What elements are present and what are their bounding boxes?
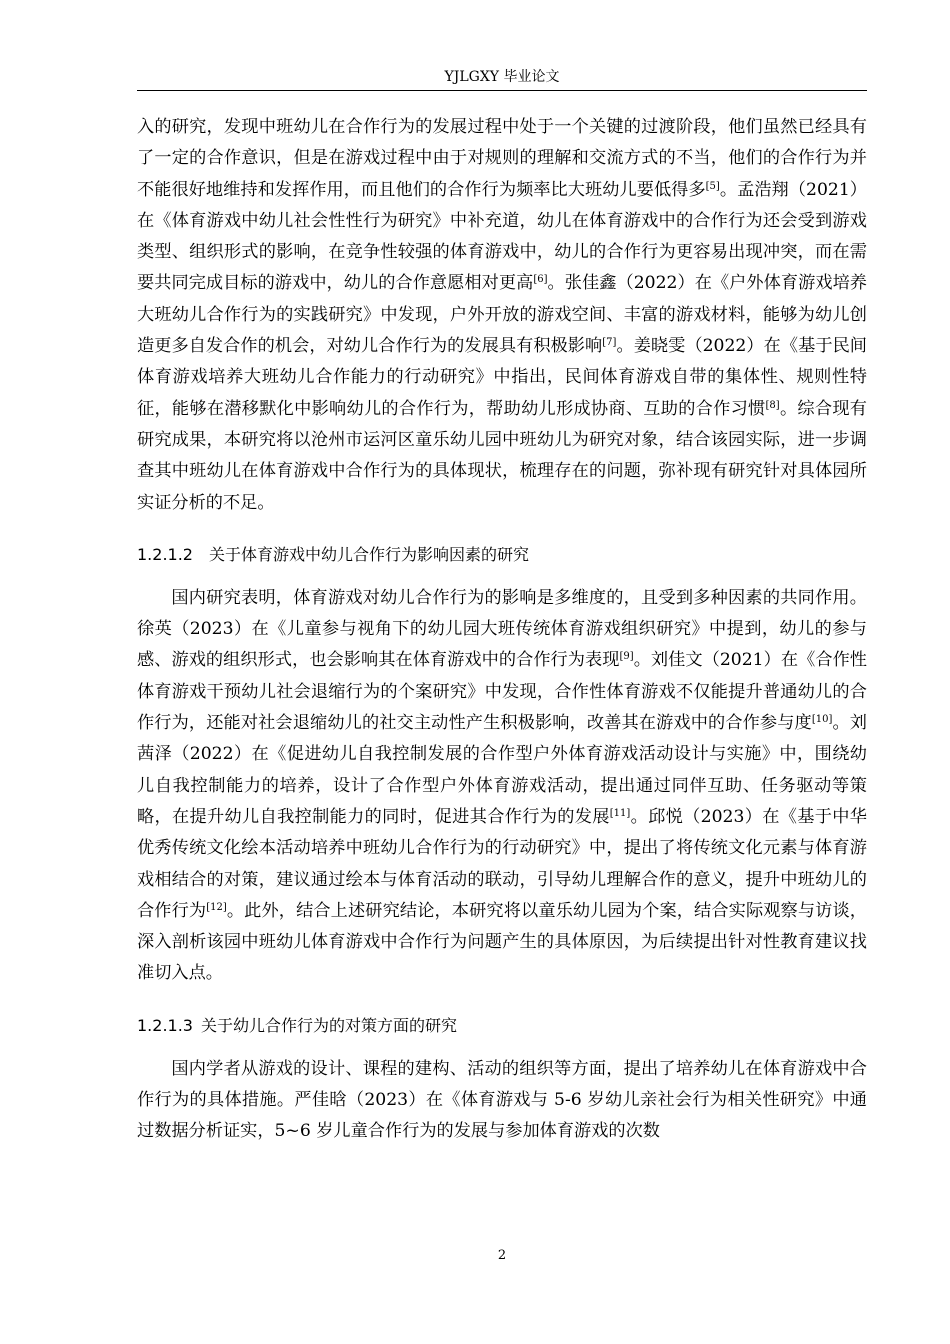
citation-11: [11] [609, 807, 631, 819]
page-body [137, 112, 867, 1148]
paragraph-text: 。孟浩翔（2021）在《体育游戏中幼儿社会性性行为研究》中补充道，幼儿在体育游戏中的合作行为还会受到游戏类型、组织形式的影响，在竞争性较强的体育游戏中，幼儿的合作行为更容易出现冲突，而在需要共同完成目标的游戏中，幼儿的合作意愿相对更高 [137, 179, 867, 294]
citation-10: [10] [811, 714, 833, 726]
section-heading-1-2-1-2 [137, 543, 867, 567]
paragraph-continued [137, 112, 867, 519]
paragraph-text: 。张佳鑫（2022）在《户外体育游戏培养大班幼儿合作行为的实践研究》中发现，户外开放的游戏空间、丰富的游戏材料，能够为幼儿创造更多自发合作的机会，对幼儿合作行为的发展具有积极影响 [137, 273, 867, 357]
citation-5: [5] [705, 180, 720, 192]
citation-12: [12] [206, 901, 227, 913]
running-header: YJLGXY 毕业论文 [444, 69, 560, 85]
paragraph-influence-factors [137, 583, 867, 990]
paragraph-text: 。刘佳文（2021）在《合作性体育游戏干预幼儿社会退缩行为的个案研究》中发现，合作性体育游戏不仅能提升普通幼儿的合作行为，还能对社会退缩幼儿的社交主动性产生积极影响，改善其在游戏中的合作参与度 [137, 650, 867, 734]
citation-7: [7] [602, 337, 617, 349]
paragraph-text: 。刘茜泽（2022）在《促进幼儿自我控制发展的合作型户外体育游戏活动设计与实施》中，围绕幼儿自我控制能力的培养，设计了合作型户外体育游戏活动，提出通过同伴互助、任务驱动等策略，在提升幼儿自我控制能力的同时，促进其合作行为的发展 [137, 713, 867, 827]
paragraph-text: 入的研究，发现中班幼儿在合作行为的发展过程中处于一个关键的过渡阶段，他们虽然已经具有了一定的合作意识，但是在游戏过程中由于对规则的理解和交流方式的不当，他们的合作行为并不能很好地维持和发挥作用，而且他们的合作行为频率比大班幼儿要低得多 [137, 117, 867, 200]
page-number: 2 [497, 1248, 507, 1263]
paragraph-text: 。姜晓雯（2022）在《基于民间体育游戏培养大班幼儿合作能力的行动研究》中指出，民间体育游戏自带的集体性、规则性特征，能够在潜移默化中影响幼儿的合作行为，帮助幼儿形成协商、互助的合作习惯 [137, 336, 867, 419]
header-divider [137, 90, 867, 91]
paragraph-text: 。邱悦（2023）在《基于中华优秀传统文化绘本活动培养中班幼儿合作行为的行动研究》中，提出了将传统文化元素与体育游戏相结合的对策，建议通过绘本与体育活动的联动，引导幼儿理解合作的意义，提升中班幼儿的合作行为 [137, 806, 867, 921]
paragraph-text: 。综合现有研究成果，本研究将以沧州市运河区童乐幼儿园中班幼儿为研究对象，结合该园实际，进一步调查其中班幼儿在体育游戏中合作行为的具体现状，梳理存在的问题，弥补现有研究针对具体园所实证分析的不足。 [137, 398, 867, 513]
section-heading-1-2-1-3 [137, 1014, 867, 1038]
paragraph-text: 。此外，结合上述研究结论，本研究将以童乐幼儿园为个案，结合实际观察与访谈，深入剖析该园中班幼儿体育游戏中合作行为问题产生的具体原因，为后续提出针对性教育建议找准切入点。 [137, 900, 867, 984]
section-title: 关于幼儿合作行为的对策方面的研究 [200, 1015, 457, 1035]
citation-8: [8] [765, 399, 780, 411]
section-title: 关于体育游戏中幼儿合作行为影响因素的研究 [208, 544, 529, 564]
paragraph-text: 国内研究表明，体育游戏对幼儿合作行为的影响是多维度的，且受到多种因素的共同作用。徐英（2023）在《儿童参与视角下的幼儿园大班传统体育游戏组织研究》中提到，幼儿的参与感、游戏的组织形式，也会影响其在体育游戏中的合作行为表现 [137, 587, 867, 671]
citation-6: [6] [533, 274, 548, 286]
section-number: 1.2.1.3 [137, 1015, 193, 1035]
citation-9: [9] [619, 651, 634, 663]
section-number: 1.2.1.2 [137, 544, 193, 564]
paragraph-strategies: 国内学者从游戏的设计、课程的建构、活动的组织等方面，提出了培养幼儿在体育游戏中合作行为的具体措施。严佳晗（2023）在《体育游戏与 5-6 岁幼儿亲社会行为相关性研究》中通过数据分析证实，5~6 岁儿童合作行为的发展与参加体育游戏的次数 [137, 1058, 867, 1142]
